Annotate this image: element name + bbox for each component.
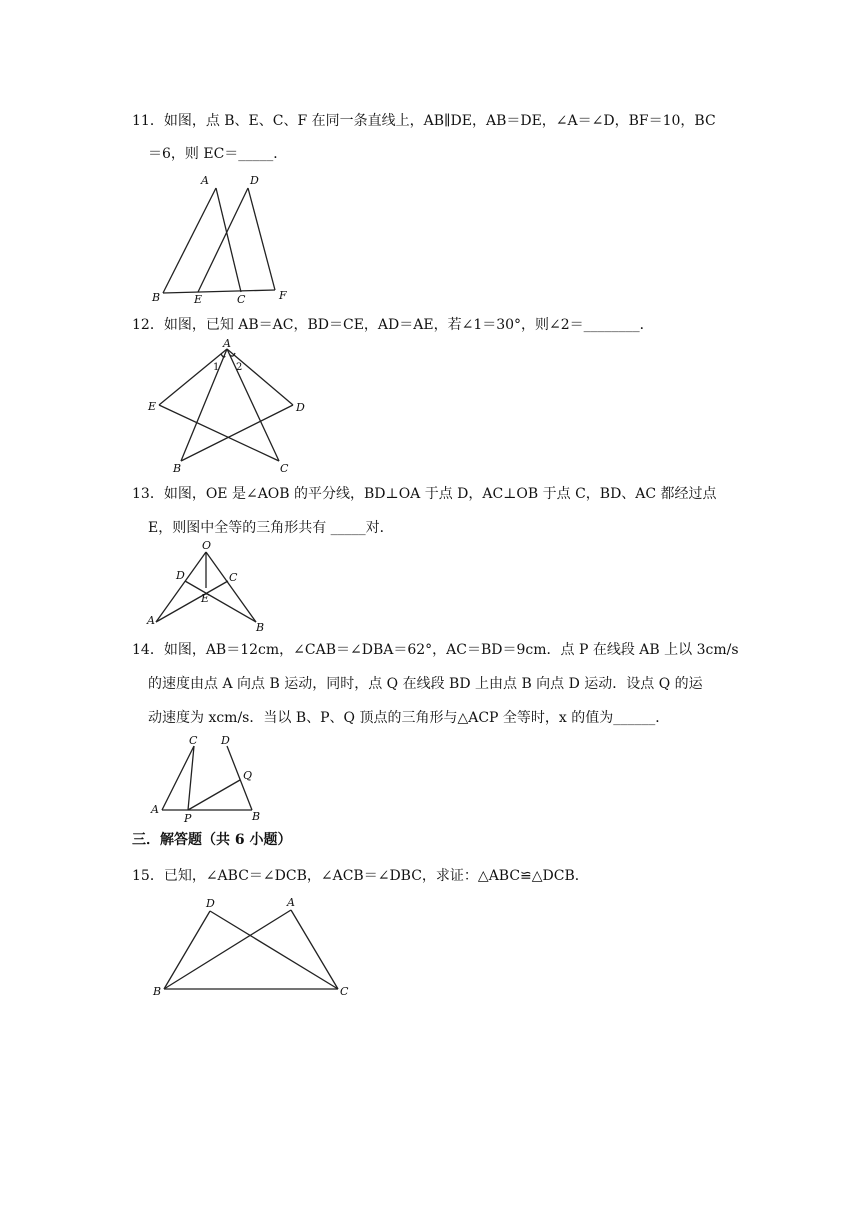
q15-segment-DC <box>210 911 338 989</box>
q14-text-line2: 的速度由点 A 向点 B 运动，同时，点 Q 在线段 BD 上由点 B 向点 D 运动．设点 Q 的运 <box>148 676 703 692</box>
q14-label-D: D <box>221 734 230 747</box>
q12-label-E: E <box>148 400 157 413</box>
q13-figure <box>142 538 272 638</box>
q11-label-C: C <box>237 293 246 306</box>
q12-label-D: D <box>296 401 305 414</box>
q11-label-D: D <box>250 174 259 187</box>
q14-label-B: B <box>252 810 261 823</box>
q13-segment-OA <box>156 552 206 622</box>
q14-label-Q: Q <box>243 769 253 782</box>
q12-figure <box>143 335 313 480</box>
q12-segment-AE <box>159 349 227 405</box>
q11-segment-DF <box>248 188 275 290</box>
q13-segment-OB <box>206 552 256 622</box>
q12-segment-BD <box>181 405 293 461</box>
q14-text-line3: 动速度为 xcm/s．当以 B、P、Q 顶点的三角形与△ACP 全等时，x 的值为______． <box>148 710 670 726</box>
q12-label-2: 2 <box>236 362 243 373</box>
q14-text-line1: 14．如图，AB＝12cm，∠CAB＝∠DBA＝62°，AC＝BD＝9cm．点 P 在线段 AB 上以 3cm/s <box>132 642 739 658</box>
q15-figure <box>148 893 358 1003</box>
q13-segment-AC <box>156 581 228 622</box>
q12-segment-AB <box>181 349 227 461</box>
q11-segment-AB <box>163 188 216 293</box>
q11-segment-AC <box>216 188 241 292</box>
q13-label-A: A <box>147 614 155 627</box>
q11-text-line1: 11．如图，点 B、E、C、F 在同一条直线上，AB∥DE，AB＝DE，∠A＝∠D，BF＝10，BC <box>132 113 716 129</box>
q13-text-line1: 13．如图，OE 是∠AOB 的平分线，BD⊥OA 于点 D，AC⊥OB 于点 C，BD、AC 都经过点 <box>132 486 717 502</box>
q11-text-line2: ＝6，则 EC＝_____． <box>148 146 288 162</box>
q13-label-C: C <box>229 571 238 584</box>
q11-label-E: E <box>194 293 203 306</box>
q11-label-F: F <box>279 289 287 302</box>
q12-text-line1: 12．如图，已知 AB＝AC，BD＝CE，AD＝AE，若∠1＝30°，则∠2＝________． <box>132 317 654 333</box>
q15-label-D: D <box>206 897 215 910</box>
q13-label-D: D <box>176 569 185 582</box>
q15-text-line1: 15．已知，∠ABC＝∠DCB，∠ACB＝∠DBC，求证：△ABC≌△DCB． <box>132 868 589 884</box>
q14-segment-PQ <box>188 780 240 810</box>
q11-label-B: B <box>152 291 161 304</box>
q13-label-E: E <box>201 592 210 605</box>
q13-segment-BD <box>185 581 256 622</box>
q15-label-B: B <box>153 985 162 998</box>
q12-label-B: B <box>173 462 182 475</box>
q15-label-A: A <box>287 896 295 909</box>
q15-segment-BD <box>164 911 210 989</box>
q14-figure <box>144 732 274 827</box>
q12-segment-AC <box>227 349 279 461</box>
q13-text-line2: E，则图中全等的三角形共有 _____对． <box>148 520 394 536</box>
q13-label-O: O <box>202 539 212 552</box>
q12-label-1: 1 <box>213 362 220 373</box>
q12-segment-AD <box>227 349 293 405</box>
q12-segment-EC <box>159 405 279 461</box>
q14-label-A: A <box>151 803 159 816</box>
q12-label-A: A <box>223 337 231 350</box>
q15-segment-AC <box>291 910 338 989</box>
section-heading: 三．解答题（共 6 小题） <box>132 832 292 848</box>
q11-figure <box>148 168 298 308</box>
q14-label-C: C <box>189 734 198 747</box>
q14-label-P: P <box>184 812 192 825</box>
q11-segment-BF <box>163 290 275 293</box>
q15-label-C: C <box>340 985 349 998</box>
q12-label-C: C <box>280 462 289 475</box>
q13-label-B: B <box>256 621 265 634</box>
q11-segment-DE <box>198 188 248 292</box>
q11-label-A: A <box>201 174 209 187</box>
